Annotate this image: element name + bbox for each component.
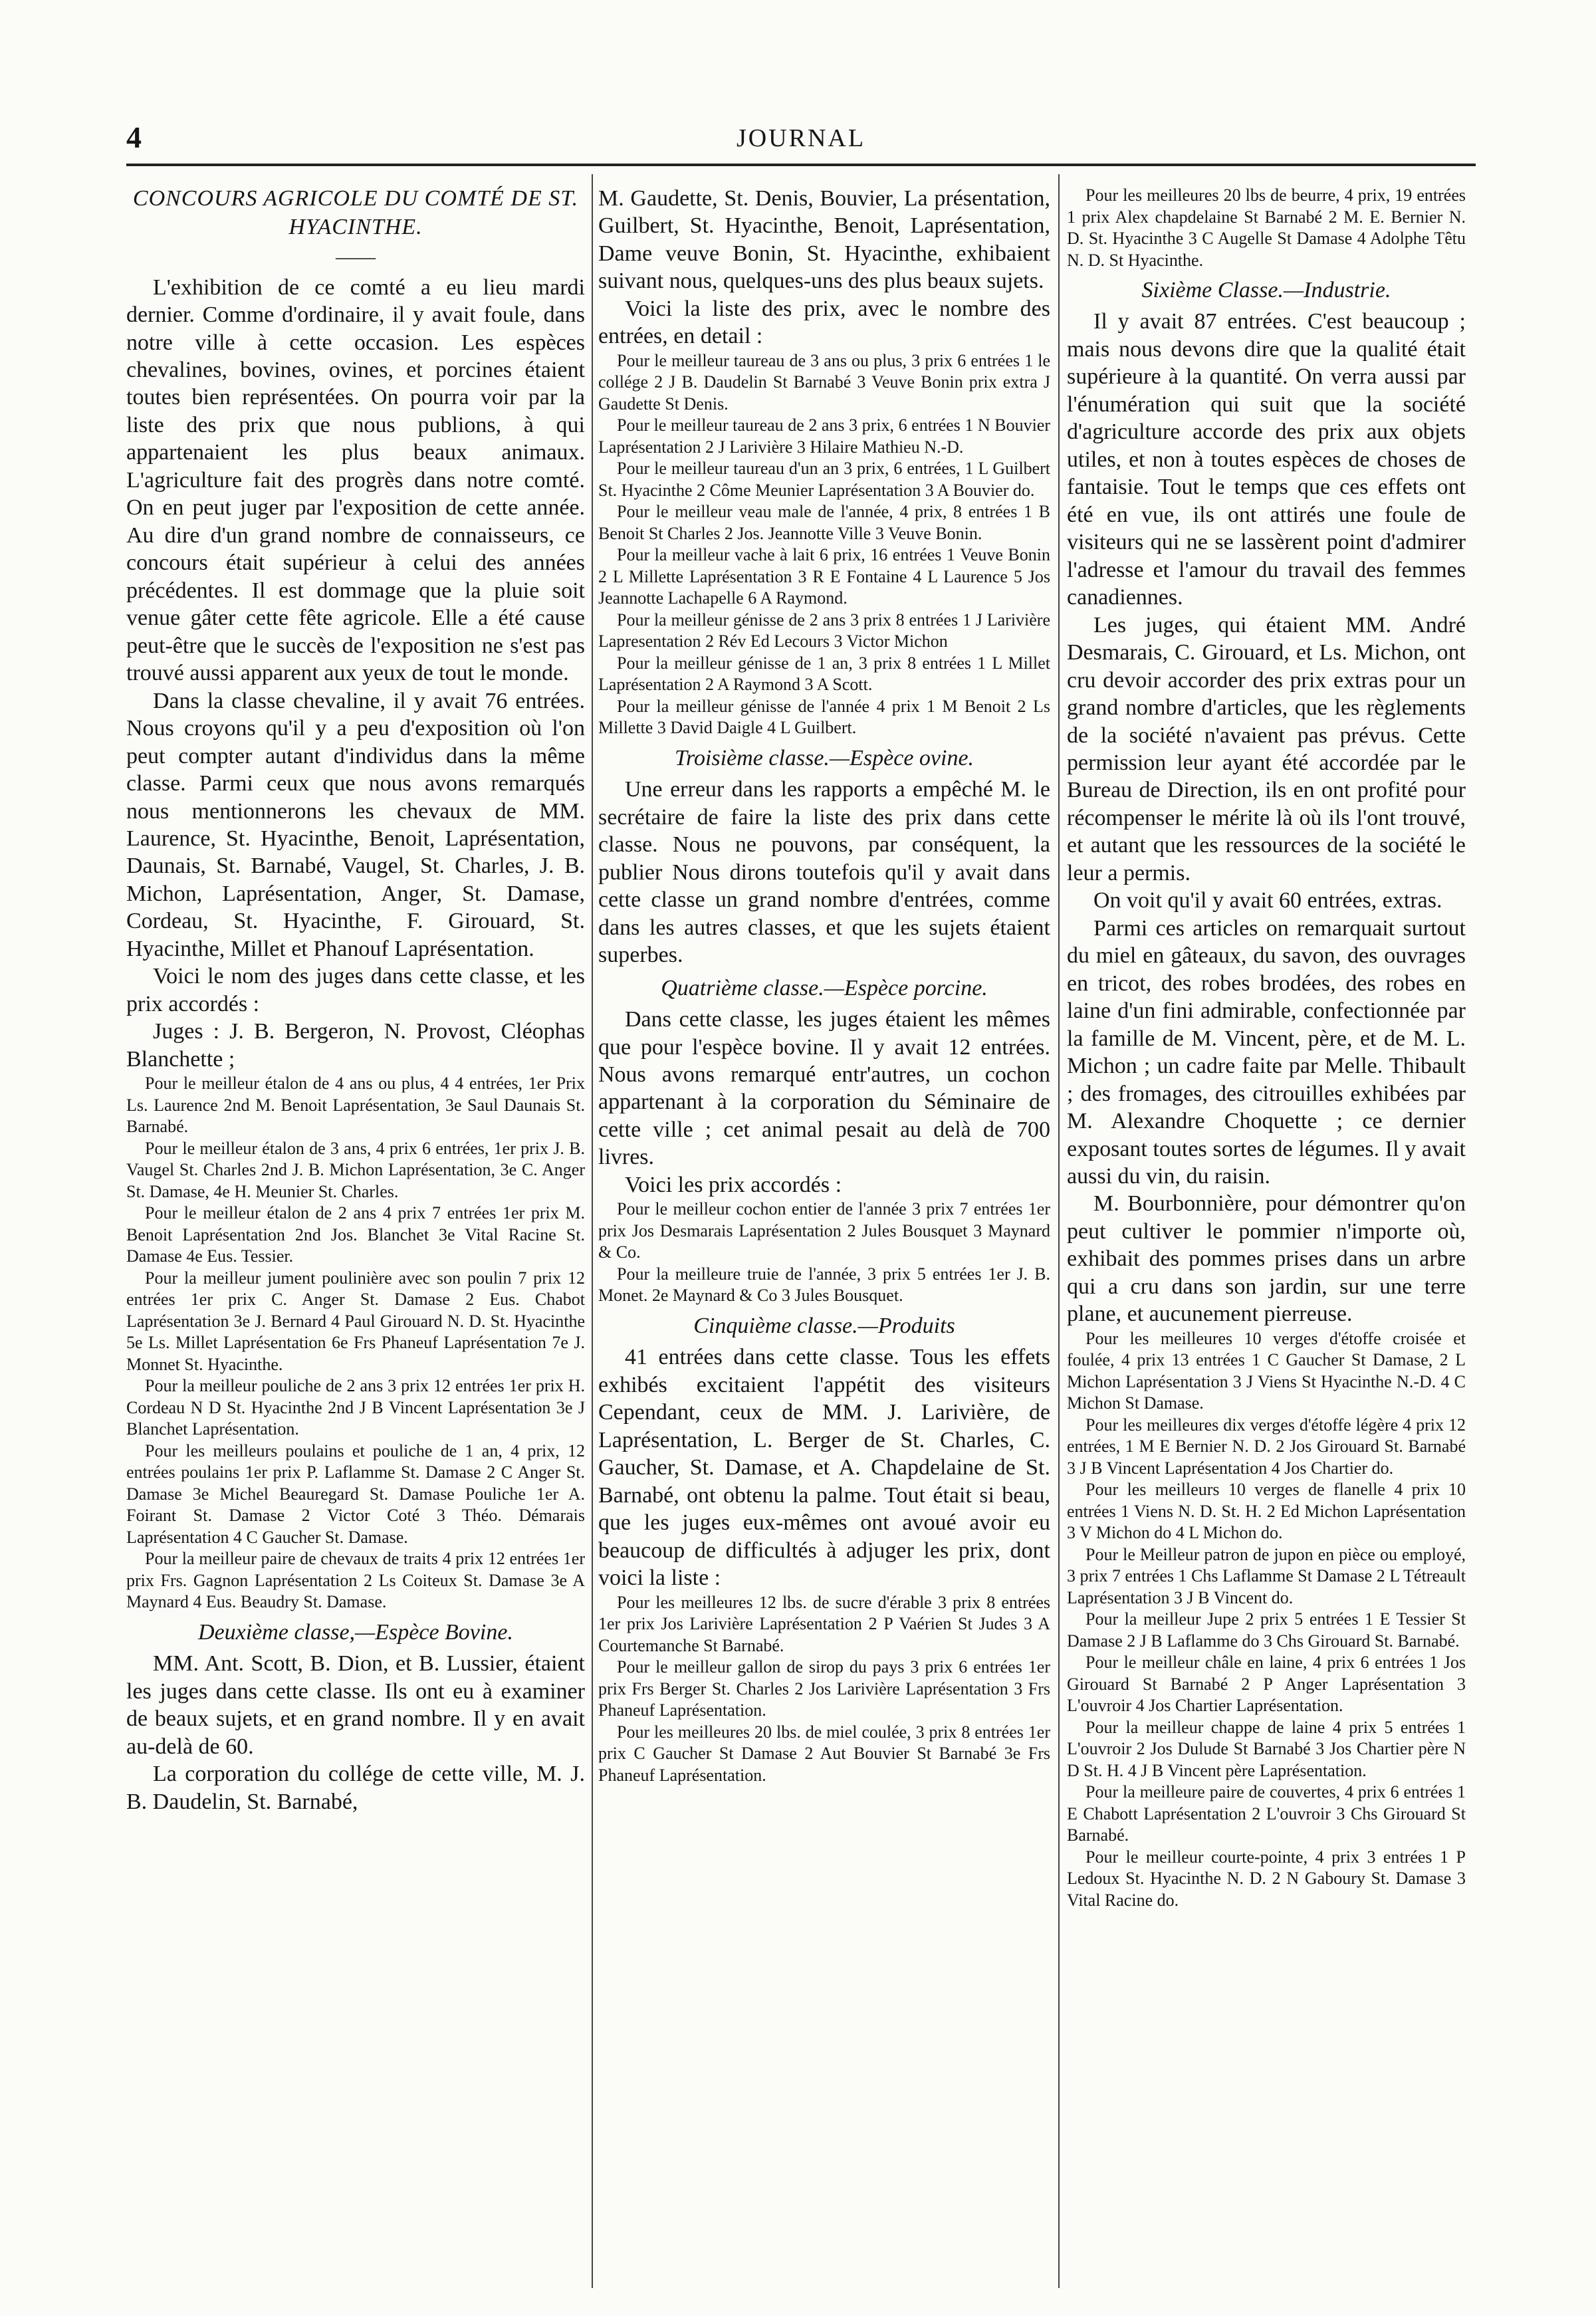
prize-entry: Pour le meilleur cochon entier de l'année 3 prix 7 entrées 1er prix Jos Desmarais Laprésentation 2 Jules Bousquet 3 Maynard & Co. [598, 1199, 1050, 1262]
column-divider [1058, 174, 1060, 2288]
judges-line: Juges : J. B. Bergeron, N. Provost, Cléophas Blanchette ; [126, 1019, 585, 1072]
paragraph: Dans la classe chevaline, il y avait 76 entrées. Nous croyons qu'il y a peu d'exposition où l'on peut compter autant d'individus dans la même classe. Parmi ceux que nous avons remarqués nous mentionnerons les chevaux de MM. Laurence, St. Hyacinthe, Benoit, Laprésentation, Daunais, St. Barnabé, Vaugel, St. Charles, J. B. Michon, Laprésentation, Anger, St. Damase, Cordeau, St. Hyacinthe, F. Girouard, St. Hyacinthe, Millet et Phanouf Laprésentation. [126, 688, 585, 961]
prize-entry: Pour les meilleurs 10 verges de flanelle 4 prix 10 entrées 1 Viens N. D. St. H. 2 Ed Michon Laprésentation 3 V Michon do 4 L Michon do. [1067, 1480, 1466, 1543]
prize-entry: Pour le meilleur taureau d'un an 3 prix, 6 entrées, 1 L Guilbert St. Hyacinthe 2 Côme Meunier Laprésentation 3 A Bouvier do. [598, 459, 1050, 500]
prize-entry: Pour le meilleur courte-pointe, 4 prix 3 entrées 1 P Ledoux St. Hyacinthe N. D. 2 N Gaboury St. Damase 3 Vital Racine do. [1067, 1847, 1466, 1910]
paragraph: Voici la liste des prix, avec le nombre des entrées, en detail : [598, 296, 1050, 349]
prize-entry: Pour la meilleur pouliche de 2 ans 3 prix 12 entrées 1er prix H. Cordeau N D St. Hyacinthe 2nd J B Vincent Laprésentation 3e J Blanchet Laprésentation. [126, 1376, 585, 1439]
paragraph: Il y avait 87 entrées. C'est beaucoup ; mais nous devons dire que la qualité était supérieure à la quantité. On verra aussi par l'énumération qui suit que la société d'agriculture accorde des prix aux objets utiles, et non à toutes espèces de choses de fantaisie. Tout le temps que ces effets ont été en vue, ils ont attirés une foule de visiteurs qui ne se lassèrent point d'admirer l'adresse et l'amour du travail des femmes canadiennes. [1067, 309, 1466, 610]
column-3 [1067, 185, 1466, 2285]
header-rule [126, 164, 1476, 166]
prize-entry: Pour les meilleures 20 lbs. de miel coulée, 3 prix 8 entrées 1er prix C Gaucher St Damase 2 Aut Bouvier St Barnabé 3e Frs Phaneuf Laprésentation. [598, 1722, 1050, 1785]
section-heading: Deuxième classe,—Espèce Bovine. [198, 1619, 513, 1645]
prize-entry: Pour le meilleur gallon de sirop du pays 3 prix 6 entrées 1er prix Frs Berger St. Charles 2 Jos Larivière Laprésentation 3 Frs Phaneuf Laprésentation. [598, 1657, 1050, 1720]
paragraph: Parmi ces articles on remarquait surtout du miel en gâteaux, du savon, des ouvrages en tricot, des robes brodées, des robes en laine d'un fini admirable, confectionnée par la famille de M. Vincent, père, et de M. L. Michon ; un cadre faite par Melle. Thibault ; des fromages, des citrouilles exhibées par M. Alexandre Choquette ; ce dernier exposant toutes sortes de légumes. Il y avait aussi du vin, du raisin. [1067, 915, 1466, 1189]
prize-entry: Pour le meilleur taureau de 3 ans ou plus, 3 prix 6 entrées 1 le collége 2 J B. Daudelin St Barnabé 3 Veuve Bonin prix extra J Gaudette St Denis. [598, 350, 1050, 413]
paragraph: On voit qu'il y avait 60 entrées, extras. [1093, 888, 1442, 913]
prize-entry: Pour les meilleurs poulains et pouliche de 1 an, 4 prix, 12 entrées poulains 1er prix P. Laflamme St. Damase 2 C Anger St. Damase 3e Michel Beauregard St. Damase Pouliche 1er A. Foirant St. Damase 2 Victor Coté 3 Théo. Démarais Laprésentation 4 C Gaucher St. Damase. [126, 1441, 585, 1547]
section-heading: Sixième Classe.—Industrie. [1141, 278, 1391, 302]
column-divider [592, 174, 593, 2288]
prize-entry: Pour la meilleure paire de couvertes, 4 prix 6 entrées 1 E Chabott Laprésentation 2 L'ouvroir 3 Chs Girouard St Barnabé. [1067, 1782, 1466, 1845]
prize-entry: Pour le meilleur étalon de 4 ans ou plus, 4 4 entrées, 1er Prix Ls. Laurence 2nd M. Benoit Laprésentation, 3e Saul Daunais St. Barnabé. [126, 1074, 585, 1137]
prize-entry: Pour la meilleur vache à lait 6 prix, 16 entrées 1 Veuve Bonin 2 L Millette Laprésentation 3 R E Fontaine 4 L Laurence 5 Jos Jeannotte Lachapelle 6 A Raymond. [598, 545, 1050, 608]
column-1 [126, 185, 585, 2285]
prize-entry: Pour les meilleures 10 verges d'étoffe croisée et foulée, 4 prix 13 entrées 1 C Gaucher St Damase, 2 L Michon Laprésentation 3 J Viens St Hyacinthe N.-D. 4 C Michon St Damase. [1067, 1328, 1466, 1413]
paragraph: M. Gaudette, St. Denis, Bouvier, La présentation, Guilbert, St. Hyacinthe, Benoit, Laprésentation, Dame veuve Bonin, St. Hyacinthe, exhibaient suivant nous, quelques-uns des plus beaux sujets. [598, 186, 1050, 294]
prize-entry: Pour la meilleur génisse de 2 ans 3 prix 8 entrées 1 J Larivière Lapresentation 2 Rév Ed Lecours 3 Victor Michon [598, 610, 1050, 651]
prize-entry: Pour les meilleures dix verges d'étoffe légère 4 prix 12 entrées, 1 M E Bernier N. D. 2 Jos Girouard St. Barnabé 3 J B Vincent Laprésentation 4 Jos Chartier do. [1067, 1415, 1466, 1478]
column-2 [598, 185, 1050, 2285]
prize-entry: Pour le meilleur étalon de 3 ans, 4 prix 6 entrées, 1er prix J. B. Vaugel St. Charles 2nd J. B. Michon Laprésentation, 3e C. Anger St. Damase, 4e H. Meunier St. Charles. [126, 1138, 585, 1201]
paragraph: 41 entrées dans cette classe. Tous les effets exhibés excitaient l'appétit des visiteurs Cependant, ceux de MM. J. Larivière, de Laprésentation, L. Berger de St. Charles, C. Gaucher, St. Damase, et A. Chapdelaine de St. Barnabé, ont obtenu la palme. Tout était si beau, que les juges eux-mêmes ont avoué avoir eu beaucoup de difficultés à adjuger les prix, dont voici la liste : [598, 1345, 1050, 1591]
paragraph: L'exhibition de ce comté a eu lieu mardi dernier. Comme d'ordinaire, il y avait foule, dans notre ville à cette occasion. Les espèces chevalines, bovines, ovines, et porcines étaient toutes bien représentées. On pourra voir par la liste des prix que nous publions, à qui appartenaient les plus beaux animaux. L'agriculture fait des progrès dans notre comté. On en peut juger par l'exposition de cette année. Au dire d'un grand nombre de connaisseurs, ce concours était supérieur à celui des années précédentes. Il est dommage que la pluie soit venue gâter cette fête agricole. Elle a été cause peut-être que le succès de l'exposition ne s'est pas trouvé aussi apparent aux yeux de tout le monde. [126, 275, 585, 686]
prize-entry: Pour le meilleur taureau de 2 ans 3 prix, 6 entrées 1 N Bouvier Laprésentation 2 J Larivière 3 Hilaire Mathieu N.-D. [598, 415, 1050, 457]
paragraph: MM. Ant. Scott, B. Dion, et B. Lussier, étaient les juges dans cette classe. Ils ont eu à examiner de beaux sujets, et en grand nombre. Il y en avait au-delà de 60. [126, 1651, 585, 1759]
paragraph: La corporation du collége de cette ville, M. J. B. Daudelin, St. Barnabé, [126, 1762, 585, 1814]
prize-entry: Pour les meilleures 12 lbs. de sucre d'érable 3 prix 8 entrées 1er prix Jos Larivière Laprésentation 2 P Vaérien St Judes 3 A Courtemanche St Barnabé. [598, 1592, 1050, 1655]
prize-entry: Pour le meilleur étalon de 2 ans 4 prix 7 entrées 1er prix M. Benoit Laprésentation 2nd Jos. Blanchet 3e Vital Racine St. Damase 4e Eus. Tessier. [126, 1203, 585, 1266]
prize-entry: Pour la meilleur génisse de 1 an, 3 prix 8 entrées 1 L Millet Laprésentation 2 A Raymond 3 A Scott. [598, 653, 1050, 695]
paragraph: M. Bourbonnière, pour démontrer qu'on peut cultiver le pommier n'importe où, exhibait des pommes prises dans un arbre qui a cru dans son jardin, sur une terre plane, et aucunement pierreuse. [1067, 1191, 1466, 1327]
prize-entry: Pour la meilleur génisse de l'année 4 prix 1 M Benoit 2 Ls Millette 3 David Daigle 4 L Guilbert. [598, 696, 1050, 738]
title-separator: —— [336, 246, 376, 268]
prize-entry: Pour la meilleur jument poulinière avec son poulin 7 prix 12 entrées 1er prix C. Anger St. Damase 2 Eus. Chabot Laprésentation 3e J. Bernard 4 Paul Girouard N. D. St. Hyacinthe 5e Ls. Millet Laprésentation 6e Frs Phaneuf Laprésentation 7e J. Monnet St. Hyacinthe. [126, 1268, 585, 1374]
paragraph: Voici le nom des juges dans cette classe, et les prix accordés : [126, 964, 585, 1016]
prize-entry: Pour le meilleur châle en laine, 4 prix 6 entrées 1 Jos Girouard St Barnabé 2 P Anger Laprésentation 3 L'ouvroir 4 Jos Chartier Laprésentation. [1067, 1653, 1466, 1716]
page-number: 4 [126, 120, 144, 154]
prize-entry: Pour le meilleur veau male de l'année, 4 prix, 8 entrées 1 B Benoit St Charles 2 Jos. Jeannotte Ville 3 Veuve Bonin. [598, 502, 1050, 543]
prize-entry: Pour la meilleure truie de l'année, 3 prix 5 entrées 1er J. B. Monet. 2e Maynard & Co 3 Jules Bousquet. [598, 1264, 1050, 1306]
section-heading: Cinquième classe.—Produits [693, 1313, 955, 1338]
section-heading: Quatrième classe.—Espèce porcine. [661, 975, 988, 1000]
prize-entry: Pour les meilleures 20 lbs de beurre, 4 prix, 19 entrées 1 prix Alex chapdelaine St Barnabé 2 M. E. Bernier N. D. St. Hyacinthe 3 C Augelle St Damase 4 Adolphe Têtu N. D. St Hyacinthe. [1067, 185, 1466, 270]
prize-entry: Pour le Meilleur patron de jupon en pièce ou employé, 3 prix 7 entrées 1 Chs Laflamme St Damase 2 L Tétreault Laprésentation 3 J B Vincent do. [1067, 1544, 1466, 1607]
running-title: JOURNAL [736, 124, 866, 152]
prize-entry: Pour la meilleur chappe de laine 4 prix 5 entrées 1 L'ouvroir 2 Jos Dulude St Barnabé 3 Jos Chartier père N D St. H. 4 J B Vincent père Laprésentation. [1067, 1717, 1466, 1780]
paragraph: Les juges, qui étaient MM. André Desmarais, C. Girouard, et Ls. Michon, ont cru devoir accorder des prix extras pour un grand nombre d'articles, que les règlements de la société n'avaient pas prévus. Cette permission leur ayant été accordée par le Bureau de Direction, ils en ont profité pour récompenser le mérite là où ils l'ont trouvé, et autant que les ressources de la société le leur a permis. [1067, 612, 1466, 885]
article-title: CONCOURS AGRICOLE DU COMTÉ DE ST. HYACINTHE. [132, 186, 579, 239]
page-header [126, 120, 1476, 160]
section-heading: Troisième classe.—Espèce ovine. [674, 745, 974, 770]
paragraph: Une erreur dans les rapports a empêché M. le secrétaire de faire la liste des prix dans cette classe. Nous ne pouvons, par conséquent, la publier Nous dirons toutefois qu'il y avait dans cette classe un grand nombre d'entrées, comme dans les autres classes, et que les sujets étaient superbes. [598, 777, 1050, 968]
paragraph: Dans cette classe, les juges étaient les mêmes que pour l'espèce bovine. Il y avait 12 entrées. Nous avons remarqué entr'autres, un cochon appartenant à la corporation du Séminaire de cette ville ; cet animal pesait au delà de 700 livres. [598, 1007, 1050, 1170]
prize-entry: Pour la meilleur paire de chevaux de traits 4 prix 12 entrées 1er prix Frs. Gagnon Laprésentation 2 Ls Coiteux St. Damase 3e A Maynard 4 Eus. Beaudry St. Damase. [126, 1549, 585, 1612]
prize-entry: Pour la meilleur Jupe 2 prix 5 entrées 1 E Tessier St Damase 2 J B Laflamme do 3 Chs Girouard St. Barnabé. [1067, 1609, 1466, 1651]
paragraph: Voici les prix accordés : [625, 1172, 842, 1197]
